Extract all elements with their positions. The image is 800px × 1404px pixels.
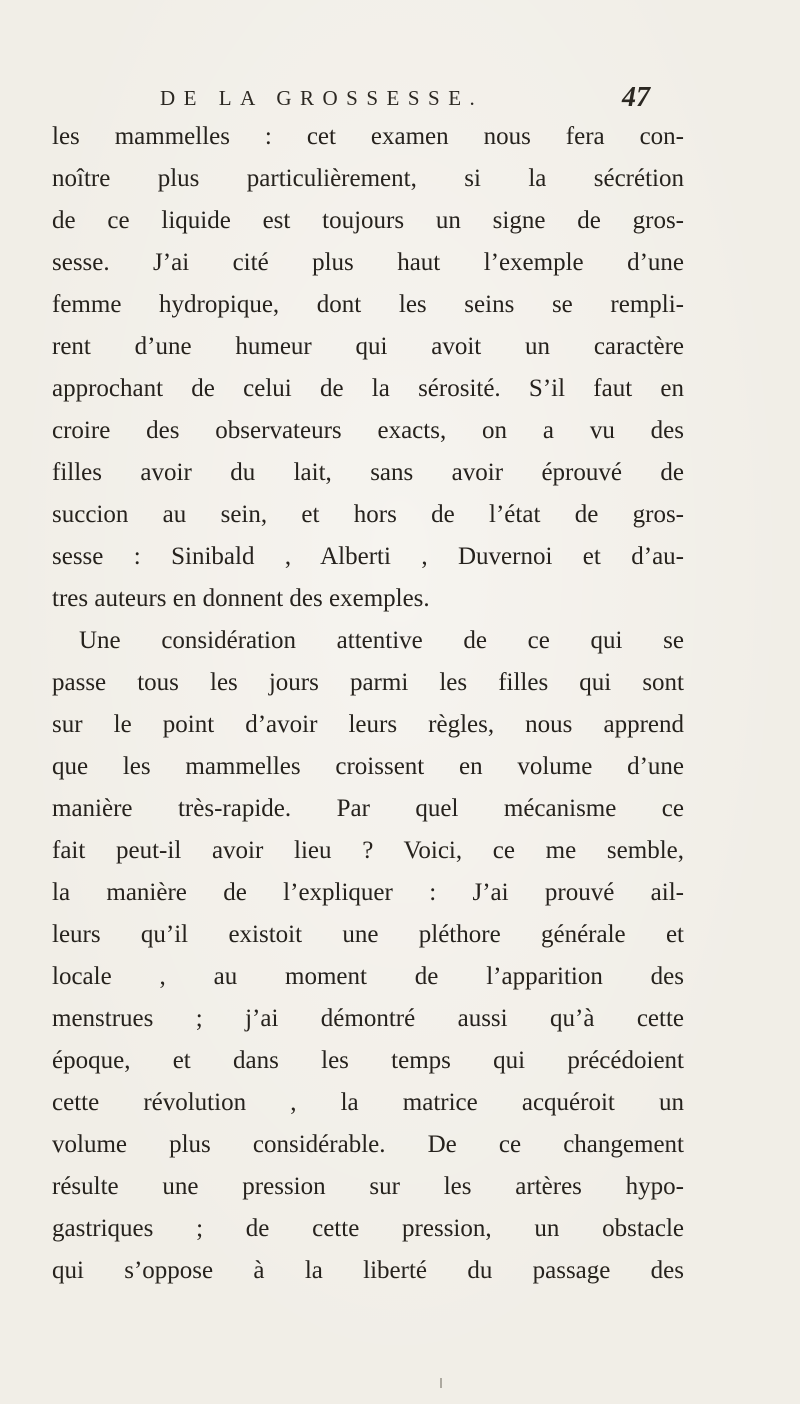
text-line: succion au sein, et hors de l’état de gros- (52, 501, 684, 528)
text-line: croire des observateurs exacts, on a vu des (52, 417, 684, 444)
text-line: gastriques ; de cette pression, un obstacle (52, 1215, 684, 1242)
text-line: Une considération attentive de ce qui se (79, 627, 684, 654)
text-line: femme hydropique, dont les seins se rempli- (52, 291, 684, 318)
text-line: sur le point d’avoir leurs règles, nous apprend (52, 711, 684, 738)
text-line: volume plus considérable. De ce changement (52, 1131, 684, 1158)
text-line: manière très-rapide. Par quel mécanisme ce (52, 795, 684, 822)
text-line: noître plus particulièrement, si la sécrétion (52, 165, 684, 192)
text-line: résulte une pression sur les artères hypo- (52, 1173, 684, 1200)
text-line: passe tous les jours parmi les filles qui sont (52, 669, 684, 696)
text-line: menstrues ; j’ai démontré aussi qu’à cette (52, 1005, 684, 1032)
text-line: sesse : Sinibald , Alberti , Duvernoi et d’au- (52, 543, 684, 570)
text-line: sesse. J’ai cité plus haut l’exemple d’une (52, 249, 684, 276)
text-line: tres auteurs en donnent des exemples. (52, 585, 430, 612)
text-line: leurs qu’il existoit une pléthore générale et (52, 921, 684, 948)
text-line: que les mammelles croissent en volume d’une (52, 753, 684, 780)
text-line: locale , au moment de l’apparition des (52, 963, 684, 990)
text-line: la manière de l’expliquer : J’ai prouvé ail- (52, 879, 684, 906)
text-line: rent d’une humeur qui avoit un caractère (52, 333, 684, 360)
text-line: cette révolution , la matrice acquéroit un (52, 1089, 684, 1116)
text-line: de ce liquide est toujours un signe de gros- (52, 207, 684, 234)
paragraph-1 (52, 116, 684, 620)
body-text (52, 116, 684, 1292)
page-number: 47 (622, 82, 650, 113)
paragraph-2 (52, 620, 684, 1292)
text-line: fait peut-il avoir lieu ? Voici, ce me semble, (52, 837, 684, 864)
text-line: approchant de celui de la sérosité. S’il faut en (52, 375, 684, 402)
text-line: époque, et dans les temps qui précédoient (52, 1047, 684, 1074)
text-line: filles avoir du lait, sans avoir éprouvé de (52, 459, 684, 486)
text-line: qui s’oppose à la liberté du passage des (52, 1257, 684, 1284)
running-title: DE LA GROSSESSE. (160, 86, 484, 110)
text-line: les mammelles : cet examen nous fera con- (52, 123, 684, 150)
ink-speck (440, 1378, 442, 1388)
